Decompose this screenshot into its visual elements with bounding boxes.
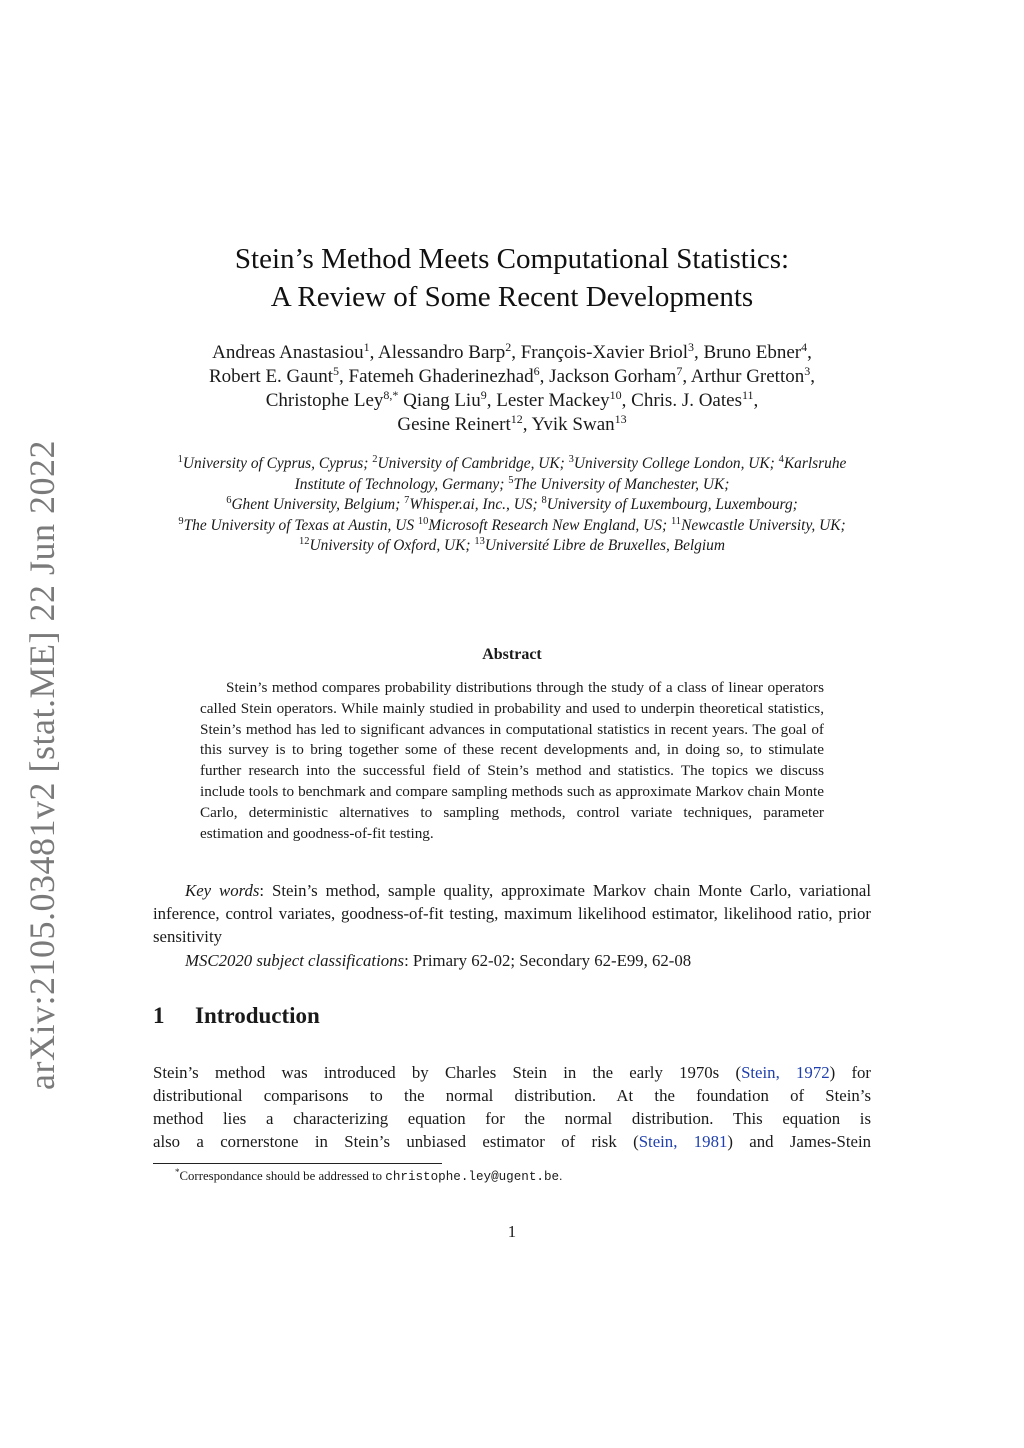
author-affil-mark: 11 (741, 388, 754, 402)
author-name: Yvik Swan (531, 414, 615, 435)
author-affil-mark: 1 (363, 340, 370, 354)
author-affil-number: 8 (383, 388, 390, 402)
affiliation: Université Libre de Bruxelles, Belgium (484, 537, 725, 555)
msc-label: MSC2020 subject classifications (185, 951, 405, 970)
author-affil-mark: 10 (609, 388, 622, 402)
author-affil-mark: 7 (676, 364, 683, 378)
corresponding-author-mark[interactable]: * (392, 388, 399, 402)
author-affil-mark: 13 (614, 412, 627, 426)
msc-paragraph (153, 949, 871, 972)
author-name: Gesine Reinert (397, 414, 511, 435)
author-name: Lester Mackey (496, 390, 610, 411)
citation-year: 1981 (693, 1132, 728, 1151)
intro-text: also a cornerstone in Stein’s unbiased estimator of risk ( (153, 1132, 639, 1151)
affiliation: Microsoft Research New England, US; (428, 516, 668, 534)
arxiv-id[interactable]: arXiv:2105.03481v2 [stat.ME] 22 Jun 2022 (22, 440, 62, 1090)
keywords-text: : Stein’s method, sample quality, approximate Markov chain Monte Carlo, variational inference, control variates, goodness-of-fit testing, maximum likelihood estimator, likelihood ratio, prior sensitivity (153, 881, 871, 946)
author-name: Arthur Gretton (690, 366, 805, 387)
affil-number: 7 (404, 495, 410, 507)
affiliation: University of Oxford, UK; (309, 537, 471, 555)
correspondence-email-link[interactable]: christophe.ley@ugent.be (385, 1170, 560, 1184)
affiliation: University of Cyprus, Cyprus; (182, 455, 369, 472)
abstract-heading: Abstract (482, 646, 542, 663)
author-name: Chris. J. Oates (631, 390, 742, 411)
affiliation: The University of Texas at Austin, US (183, 516, 415, 534)
author-affil-mark: 2 (505, 340, 512, 354)
citation-author: Stein (741, 1063, 776, 1082)
citation-stein-1972[interactable]: Stein, 1972 (741, 1063, 830, 1082)
author-name: Bruno Ebner (703, 342, 802, 363)
citation-author: Stein (638, 1132, 674, 1151)
citation-stein-1981[interactable]: Stein, 1981 (638, 1132, 728, 1151)
author-affil-mark: 3 (804, 364, 811, 378)
intro-text: Stein’s method was introduced by Charles Stein in the early 1970s ( (153, 1063, 742, 1082)
intro-line-1 (153, 1061, 871, 1084)
citation-year: 1972 (796, 1063, 830, 1082)
section-title: Introduction (195, 1003, 320, 1028)
author-affil-mark: 6 (533, 364, 540, 378)
author-name: Fatemeh Ghaderinezhad (348, 366, 534, 387)
section-number: 1 (153, 1003, 165, 1028)
affiliation-list (152, 454, 872, 557)
author-name: Jackson Gorham (549, 366, 677, 387)
footnote-mark: * (175, 1167, 180, 1177)
footnote (175, 1169, 562, 1184)
affiliation: University of Luxembourg, Luxembourg; (546, 496, 798, 514)
author-name: Robert E. Gaunt (208, 366, 333, 387)
abstract-body: Stein’s method compares probability distributions through the study of a class of linear operators called Stein operators. While mainly studied in probability and used to underpin theoretical statistics, Stein’s method has led to significant advances in computational statistics in recent years. The goal of this survey is to bring together some of these recent developments and, in doing so, to stimulate further research into the successful field of Stein’s method and statistics. The topics we discuss include tools to benchmark and compare sampling methods such as approximate Markov chain Monte Carlo, deterministic alternatives to sampling methods, control variate techniques, parameter estimation and goodness-of-fit testing. (200, 679, 824, 842)
affiliation: University of Cambridge, UK; (377, 455, 565, 472)
author-affil-mark: 12 (510, 412, 523, 426)
author-name: Andreas Anastasiou (212, 342, 364, 363)
intro-text: ) and James-Stein (727, 1132, 872, 1151)
title-line-2: A Review of Some Recent Developments (270, 281, 754, 313)
author-name: François-Xavier Briol (520, 342, 688, 363)
intro-line-3: method lies a characterizing equation for the normal distribution. This equation is (153, 1109, 871, 1128)
affil-number: 3 (568, 454, 574, 465)
affil-number: 9 (178, 515, 184, 527)
affil-number: 1 (177, 454, 183, 465)
affil-number: 5 (508, 474, 514, 486)
affiliation: Whisper.ai, Inc., US; (409, 496, 538, 514)
affil-number: 11 (670, 515, 682, 527)
author-affil-mark: 5 (333, 364, 339, 378)
author-name: Alessandro Barp (378, 342, 506, 363)
intro-line-2: distributional comparisons to the normal distribution. At the foundation of Stein’s (153, 1086, 871, 1105)
affiliation: Ghent University, Belgium; (231, 496, 401, 514)
affil-number: 10 (417, 515, 429, 527)
keywords-label: Key words (185, 881, 260, 900)
msc-text: : Primary 62-02; Secondary 62-E99, 62-08 (404, 951, 692, 970)
affil-number: 2 (372, 454, 378, 465)
page-number: 1 (507, 1222, 517, 1241)
keywords-paragraph (153, 879, 871, 948)
author-name: Christophe Ley (265, 390, 384, 411)
affiliation: University College London, UK; (573, 455, 775, 472)
footnote-text: Correspondance should be addressed to (179, 1169, 386, 1183)
author-affil-mark: 8,* (383, 388, 399, 402)
footnote-rule (153, 1163, 442, 1164)
section-heading (153, 1003, 320, 1029)
intro-line-4 (153, 1130, 871, 1153)
author-affil-mark: 3 (687, 340, 694, 354)
affil-number: 6 (226, 495, 232, 507)
intro-text: ) for (829, 1063, 872, 1082)
author-affil-mark: 4 (801, 340, 808, 354)
paper-title (150, 240, 874, 316)
footnote-end: . (559, 1169, 563, 1183)
author-name: Qiang Liu (403, 390, 481, 411)
affil-number: 4 (778, 454, 784, 465)
affil-number: 12 (299, 536, 310, 548)
author-affil-mark: 9 (480, 388, 487, 402)
affiliation: Newcastle University, UK; (681, 516, 846, 534)
affiliation: The University of Manchester, UK; (513, 475, 730, 493)
affil-number: 8 (541, 495, 547, 507)
affiliation: Karlsruhe Institute of Technology, Germany; (294, 455, 847, 493)
affil-number: 13 (474, 536, 485, 548)
title-line-1: Stein’s Method Meets Computational Statistics: (234, 243, 790, 275)
author-list: Andreas Anastasiou$^1$, Alessandro Barp$^2$, François-Xavier Briol$^3$, Bruno Ebner$^4$, Robert E. Gaunt$^5$, Fatemeh Ghaderinezhad$^6$, Jackson Gorham$^7$, Arthur Gretton$^3$, Christophe Ley$^{8,*}$ Qiang Liu$^9$, Lester Mackey$^{10}$, Chris. J. Oates$^{11}$, Gesine Reinert$^{12}$, Yvik Swan$^{13}$ (208, 340, 815, 435)
